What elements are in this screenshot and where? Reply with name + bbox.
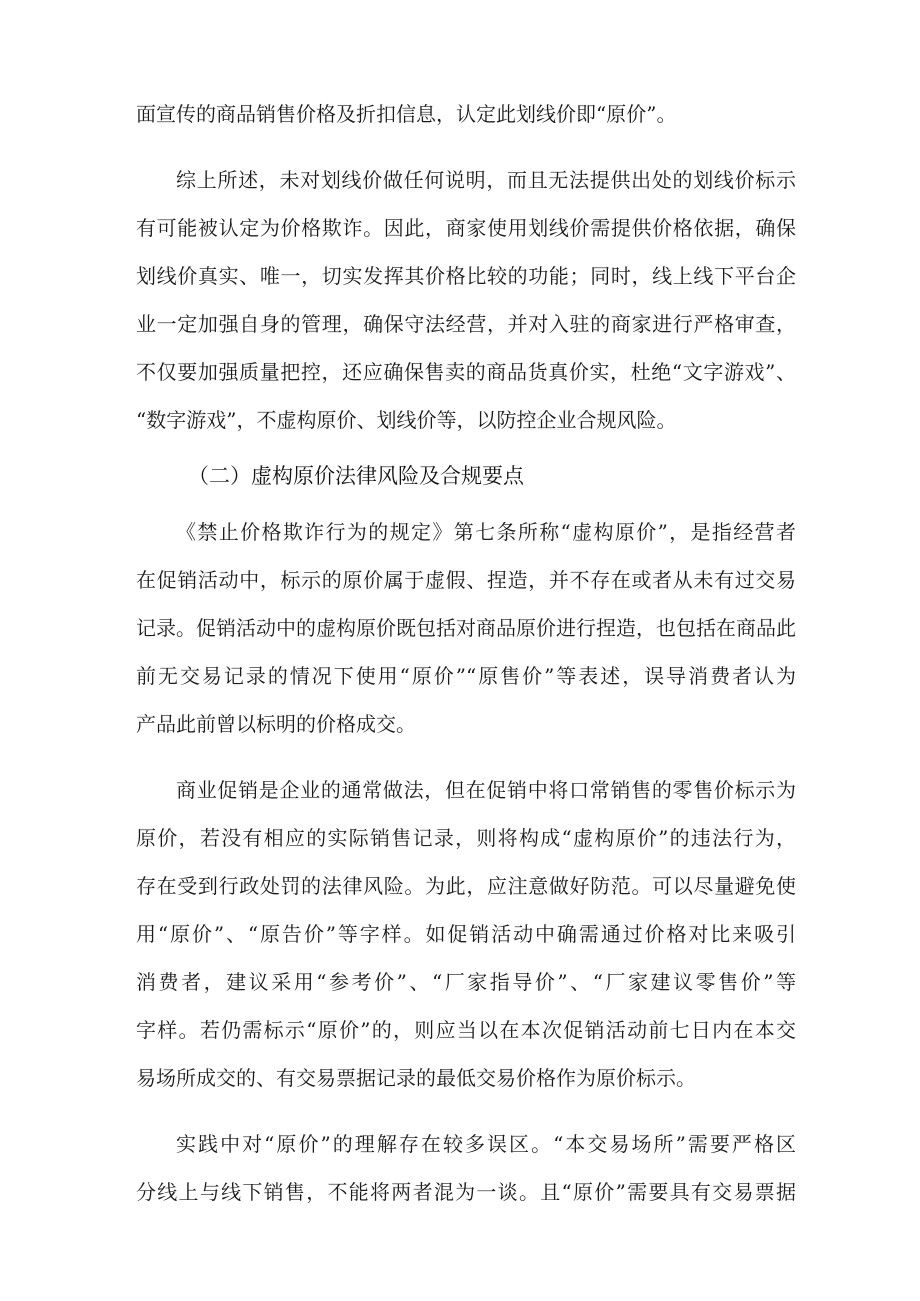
text-line: 不仅要加强质量把控，还应确保售卖的商品货真价实，杜绝“文字游戏”、 (136, 360, 796, 384)
text-line: 原价，若没有相应的实际销售记录，则将构成“虚构原价”的违法行为， (136, 826, 796, 850)
text-line: 字样。若仍需标示“原价”的，则应当以在本次促销活动前七日内在本交 (136, 1018, 796, 1042)
paragraph-gap (136, 138, 796, 156)
text-line: 记录。促销活动中的虚构原价既包括对商品原价进行捏造，也包括在商品此 (136, 616, 796, 640)
paragraph-continuation (136, 90, 796, 138)
text-line: 前无交易记录的情况下使用“原价”“原售价”等表述，误导消费者认为 (136, 664, 796, 688)
section-heading: （二）虚构原价法律风险及合规要点 (188, 464, 524, 488)
text-line: 在促销活动中，标示的原价属于虚假、捏造，并不存在或者从未有过交易 (136, 568, 796, 592)
text-line: 分线上与线下销售，不能将两者混为一谈。且“原价”需要具有交易票据 (136, 1180, 796, 1204)
text-line: 业一定加强自身的管理，确保守法经营，并对入驻的商家进行严格审查， (136, 312, 796, 336)
paragraph-definition (136, 508, 796, 748)
paragraph-gap (136, 748, 796, 766)
document-body (136, 90, 796, 1216)
text-line: 面宣传的商品销售价格及折扣信息，认定此划线价即“原价”。 (136, 102, 677, 126)
text-line: 用“原价”、“原告价”等字样。如促销活动中确需通过价格对比来吸引 (136, 922, 796, 946)
text-line: 《禁止价格欺诈行为的规定》第七条所称“虚构原价”，是指经营者 (176, 520, 796, 544)
text-line: 有可能被认定为价格欺诈。因此，商家使用划线价需提供价格依据，确保 (136, 216, 796, 240)
text-line: 易场所成交的、有交易票据记录的最低交易价格作为原价标示。 (136, 1066, 696, 1090)
paragraph-practice (136, 1120, 796, 1216)
paragraph-gap (136, 1102, 796, 1120)
text-line: 综上所述，未对划线价做任何说明，而且无法提供出处的划线价标示 (176, 168, 796, 192)
paragraph-promotion (136, 766, 796, 1102)
paragraph-summary (136, 156, 796, 444)
text-line: 产品此前曾以标明的价格成交。 (136, 712, 416, 736)
text-line: 实践中对“原价”的理解存在较多误区。“本交易场所”需要严格区 (176, 1132, 796, 1156)
text-line: “数字游戏”，不虚构原价、划线价等，以防控企业合规风险。 (136, 408, 677, 432)
text-line: 划线价真实、唯一，切实发挥其价格比较的功能；同时，线上线下平台企 (136, 264, 796, 288)
text-line: 存在受到行政处罚的法律风险。为此，应注意做好防范。可以尽量避免使 (136, 874, 796, 898)
text-line: 消费者，建议采用“参考价”、“厂家指导价”、“厂家建议零售价”等 (136, 970, 796, 994)
text-line: 商业促销是企业的通常做法，但在促销中将口常销售的零售价标示为 (176, 778, 796, 802)
